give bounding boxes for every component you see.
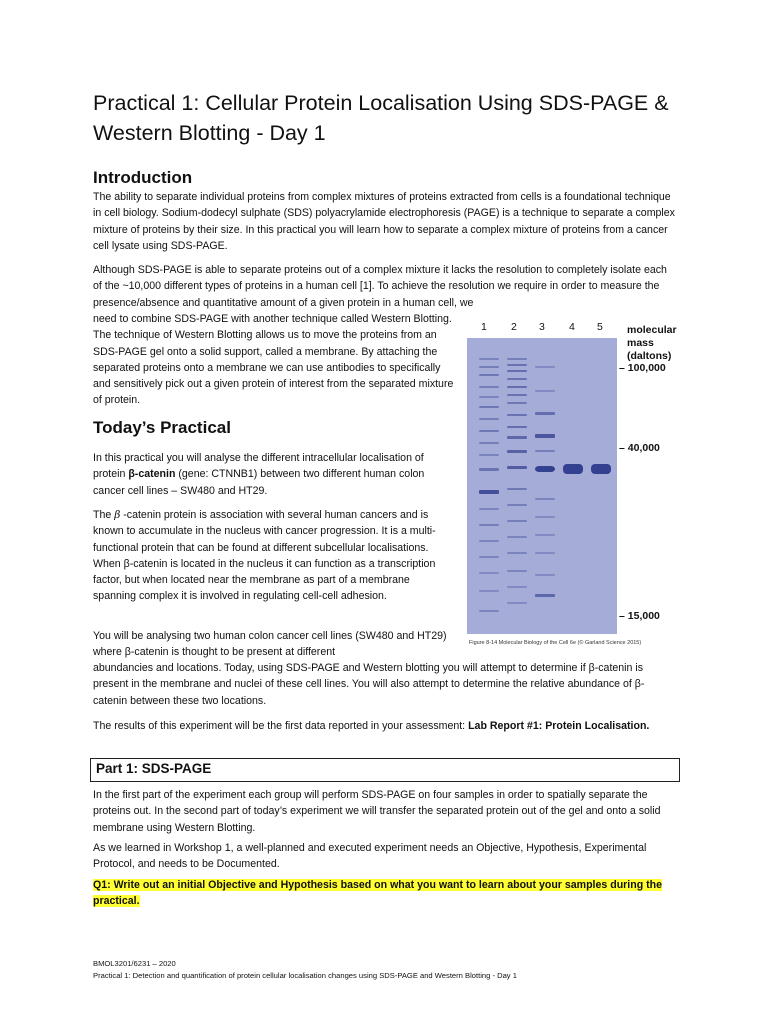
gel-band [479,468,499,471]
gel-band [507,552,527,554]
gel-band [535,498,555,500]
gel-band [507,402,527,404]
gel-band [507,436,527,439]
question-1-highlight: Q1: Write out an initial Objective and Hypothesis based on what you want to learn about your samples during the practical. [93,879,663,908]
gel-image [467,338,617,634]
practical-paragraph-2: The β -catenin protein is association with several human cancers and is known to accumulate in the nucleus with cancer progression. It is a multi-functional protein that can be found at different subcellular localisations. When β-catenin is located in the nucleus it can function as a transcription factor, but when located near the membrane as part of a membrane spanning complex it is involved in regulating cell-cell adhesion. [93,509,436,603]
gel-band [507,570,527,572]
marker-15000: – 15,000 [619,610,660,622]
gel-band [507,394,527,396]
gel-band [507,466,527,469]
gel-band [507,536,527,538]
figure-caption: Figure 8-14 Molecular Biology of the Cell 6e (© Garland Science 2015) [469,640,642,646]
mass-label-line-1: molecular [627,324,677,336]
part1-heading: Part 1: SDS-PAGE [96,761,212,776]
gel-band [507,364,527,366]
lane-number-2: 2 [511,321,517,333]
gel-band [507,386,527,388]
gel-band [591,464,611,474]
gel-band [507,450,527,453]
mass-label-line-2: mass [627,337,654,349]
introduction-heading: Introduction [93,168,193,187]
footer-practical-title: Practical 1: Detection and quantification of protein cellular localisation changes using SDS-PAGE and Western Blotting - Day 1 [93,971,517,980]
gel-band [507,586,527,588]
gel-band [479,386,499,388]
gel-band [535,534,555,536]
gel-band [507,504,527,506]
part1-heading-box [90,758,680,782]
gel-band [479,508,499,510]
gel-band [479,590,499,592]
marker-100000: – 100,000 [619,362,666,374]
lane-number-4: 4 [569,321,575,333]
gel-band [479,366,499,368]
gel-band [479,540,499,542]
gel-band [507,426,527,428]
practical-paragraph-1: In this practical you will analyse the different intracellular localisation of protein β-catenin (gene: CTNNB1) between two different human colon cancer cell lines – SW480 and HT29. [93,452,425,497]
intro-paragraph-1: The ability to separate individual proteins from complex mixtures of proteins extracted from cells is a foundational technique in cell biology. Sodium-dodecyl sulphate (SDS) polyacrylamide electrophoresis (PAGE) is a technique to separate a complex mixture of proteins by their size. In this practical you will learn how to separate a complex mixture of proteins from a cancer cell lysate using SDS-PAGE. [93,191,675,252]
question-1 [93,877,683,910]
gel-band [479,610,499,612]
footer-course-code: BMOL3201/6231 – 2020 [93,959,176,968]
gel-band [479,454,499,456]
gel-band [479,572,499,574]
practical-paragraph-4: The results of this experiment will be the first data reported in your assessment: Lab Report #1: Protein Localisation. [93,720,650,732]
gel-band [507,414,527,416]
molecular-mass-label [627,324,677,363]
gel-band [479,374,499,376]
gel-band [535,594,555,597]
gel-band [535,450,555,452]
lane-number-5: 5 [597,321,603,333]
gel-band [507,370,527,372]
gel-band [507,378,527,380]
gel-band [507,488,527,490]
gel-band [507,358,527,360]
gel-band [535,574,555,576]
part1-paragraph-2: As we learned in Workshop 1, a well-planned and executed experiment needs an Objective, Hypothesis, Experimental Protocol, and needs to be Documented. [93,842,647,871]
todays-practical-heading: Today’s Practical [93,418,231,437]
gel-band [479,358,499,360]
gel-band [535,412,555,415]
intro-paragraph-2: Although SDS-PAGE is able to separate proteins out of a complex mixture it lacks the resolution to completely isolate each of the ~10,000 different types of proteins in a human cell [1]. To achieve the resolution we require in order to measure the presence/absence and quantitative amount of a given protein in a human cell, we [93,264,667,309]
gel-band [507,602,527,604]
gel-band [535,516,555,518]
gel-band [535,434,555,438]
practical-paragraph-3-continued: abundancies and locations. Today, using SDS-PAGE and Western blotting you will attempt to determine if β-catenin is present in the membrane and nuclei of these cell lines. You will also attempt to determine the relative abundance of β-catenin between these two locations. [93,662,645,707]
gel-band [479,490,499,494]
gel-band [479,418,499,420]
gel-band [479,430,499,432]
gel-band [479,524,499,526]
gel-band [535,552,555,554]
gel-band [479,556,499,558]
gel-band [507,520,527,522]
gel-background [467,338,617,634]
gel-band [563,464,583,474]
practical-paragraph-3: You will be analysing two human colon cancer cell lines (SW480 and HT29) where β-catenin is thought to be present at different [93,630,447,659]
marker-40000: – 40,000 [619,442,660,454]
gel-band [535,390,555,392]
lane-number-3: 3 [539,321,545,333]
gel-band [535,466,555,472]
intro-paragraph-2-continued: need to combine SDS-PAGE with another technique called Western Blotting. The technique of Western Blotting allows us to move the proteins from an SDS-PAGE gel onto a solid support, called a membrane. By attaching the separated proteins onto a membrane we can use antibodies to specifically and sensitively pick out a given protein of interest from the separated mixture of protein. [93,313,454,407]
page-title: Practical 1: Cellular Protein Localisation Using SDS-PAGE & Western Blotting - Day 1 [93,91,669,145]
gel-band [535,366,555,368]
mass-label-line-3: (daltons) [627,350,672,362]
part1-paragraph-1: In the first part of the experiment each group will perform SDS-PAGE on four samples in order to spatially separate the proteins out. In the second part of today’s experiment we will transfer the separated protein out of the gel and onto a solid membrane using Western Blotting. [93,789,661,834]
gel-band [479,396,499,398]
lane-number-1: 1 [481,321,487,333]
gel-band [479,406,499,408]
sds-page-gel-figure [465,316,705,656]
gel-band [479,442,499,444]
